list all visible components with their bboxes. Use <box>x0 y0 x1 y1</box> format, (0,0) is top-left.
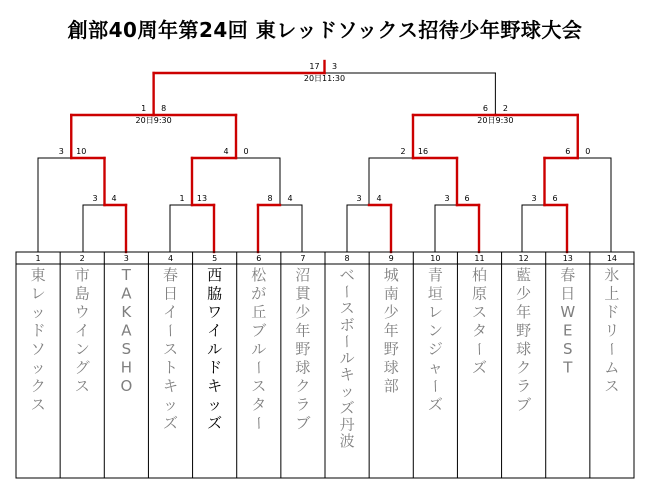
team-name-char: H <box>120 358 132 377</box>
score-labels <box>59 62 591 203</box>
team-number: 6 <box>256 254 262 263</box>
team-name-char: 脇 <box>207 284 223 303</box>
team-name-char: ジ <box>427 340 443 358</box>
team-name-char: ラ <box>295 395 311 414</box>
team-name-char: 氷 <box>604 266 620 284</box>
team-name-char: 少 <box>516 284 532 303</box>
team-number: 9 <box>388 254 394 263</box>
team-name <box>207 266 222 432</box>
team-name-char: 球 <box>295 358 311 377</box>
team-name <box>338 266 356 450</box>
team-name <box>162 266 180 432</box>
score-label: 2 <box>502 104 508 113</box>
score-label: 8 <box>161 104 167 113</box>
team-name-char: T <box>563 358 573 377</box>
team-name-char: ウ <box>74 303 90 321</box>
score-label: 4 <box>376 194 382 203</box>
team-name-char: ッ <box>162 395 179 414</box>
team-name-char: ク <box>516 358 532 377</box>
score-label: 3 <box>356 194 362 203</box>
score-label: 4 <box>223 147 229 156</box>
score-label: 6 <box>565 147 571 156</box>
team-name <box>603 266 621 395</box>
team-number: 2 <box>79 254 85 263</box>
team-name <box>75 266 90 395</box>
team-name <box>31 266 46 414</box>
team-name-char: 丘 <box>251 303 267 321</box>
team-name-char: ド <box>207 358 223 377</box>
team-name-char: ク <box>295 377 311 395</box>
team-name <box>560 266 575 377</box>
score-label: 2 <box>400 147 406 156</box>
team-name-char: ッ <box>30 358 46 377</box>
team-name-char: 上 <box>604 284 620 303</box>
team-number: 10 <box>430 254 441 263</box>
team-name-char: タ <box>251 395 267 414</box>
team-name-char: ド <box>30 321 46 340</box>
team-name-char: キ <box>162 377 179 395</box>
team-name-char: ル <box>207 340 223 358</box>
team-name-char: ル <box>251 340 267 358</box>
score-label: 16 <box>417 147 429 156</box>
team-table <box>16 252 634 478</box>
score-label: 8 <box>267 194 273 203</box>
score-label: 3 <box>331 62 338 71</box>
team-name-char: イ <box>162 303 179 321</box>
team-name-char: タ <box>471 321 488 340</box>
team-name-char: 島 <box>74 284 90 303</box>
team-name-char: ラ <box>516 377 532 395</box>
score-label: 1 <box>179 194 185 203</box>
team-name-char: イ <box>207 321 223 340</box>
team-name-char: 丹 <box>339 415 355 434</box>
team-name-char: ー <box>426 378 445 394</box>
team-name-char: 沼 <box>295 266 311 284</box>
team-number: 14 <box>606 254 618 263</box>
team-name-char: ル <box>339 349 355 367</box>
team-name-char: ス <box>251 377 267 395</box>
team-name-char: ベ <box>339 266 355 284</box>
team-name <box>120 266 132 395</box>
team-name-char: ク <box>30 377 46 395</box>
team-name-char: O <box>120 377 133 395</box>
team-name-char: 年 <box>383 321 399 340</box>
team-name-char: ッ <box>30 303 46 321</box>
team-number: 3 <box>123 254 129 263</box>
team-name-char: 城 <box>383 266 399 284</box>
team-name-char: 東 <box>30 266 46 284</box>
team-name-char: キ <box>207 377 223 395</box>
team-name-char: A <box>121 284 132 303</box>
score-label: 3 <box>92 194 98 203</box>
team-name-char: 野 <box>516 321 532 340</box>
team-name-char: レ <box>427 303 443 321</box>
team-name-char: ブ <box>251 321 267 340</box>
team-name-char: 市 <box>74 266 90 284</box>
team-name-char: ス <box>604 377 620 395</box>
team-name-char: ト <box>162 358 179 377</box>
team-name-char: ー <box>470 341 489 357</box>
team-name-char: W <box>560 303 576 321</box>
team-name-char: レ <box>30 284 46 303</box>
team-name-char: ー <box>338 333 357 349</box>
team-name <box>471 266 489 377</box>
team-name-char: 松 <box>251 266 267 284</box>
team-name-char: ソ <box>30 340 46 358</box>
team-number: 12 <box>518 254 529 263</box>
team-number: 4 <box>167 254 174 263</box>
team-name-char: 柏 <box>471 266 488 284</box>
team-name-char: ン <box>427 321 443 340</box>
team-name-char: 野 <box>295 340 311 358</box>
team-name-char: ズ <box>471 358 488 377</box>
team-name-char: 球 <box>516 340 532 358</box>
team-number: 5 <box>212 254 218 263</box>
team-name <box>426 266 444 414</box>
team-name-char: 野 <box>383 340 399 358</box>
team-name-char: リ <box>604 321 620 340</box>
team-name-char: ス <box>162 340 179 358</box>
team-number: 7 <box>300 254 306 263</box>
team-name-char: ー <box>249 359 268 376</box>
score-label: 17 <box>309 62 320 71</box>
team-name-char: 球 <box>383 358 399 377</box>
score-label: 6 <box>552 194 558 203</box>
team-name-char: ー <box>249 415 268 431</box>
team-name-char: 青 <box>427 266 443 284</box>
team-name-char: ズ <box>207 414 223 432</box>
team-name-char: S <box>121 340 132 358</box>
team-name-char: ス <box>471 303 488 321</box>
team-number: 13 <box>562 254 573 263</box>
team-name-char: T <box>121 266 131 284</box>
team-name-char: ス <box>74 377 90 395</box>
page-title: 創部40周年第24回 東レッドソックス招待少年野球大会 <box>67 18 583 42</box>
team-name-char: ズ <box>427 395 443 414</box>
score-label: 4 <box>111 194 117 203</box>
team-name-char: ボ <box>339 315 355 334</box>
team-name-char: ブ <box>295 414 311 432</box>
team-name-char: 原 <box>471 284 488 303</box>
score-label: 13 <box>196 194 208 203</box>
score-label: 4 <box>287 194 293 203</box>
team-name-char: ン <box>74 340 90 358</box>
team-name-char: ム <box>604 358 620 377</box>
team-name-char: ズ <box>339 398 355 417</box>
team-name-char: 日 <box>560 284 576 303</box>
score-label: 0 <box>243 147 249 156</box>
team-name-char: 垣 <box>427 284 443 303</box>
team-name-char: E <box>563 321 573 340</box>
team-number: 8 <box>344 254 350 263</box>
team-number: 1 <box>35 254 41 263</box>
score-label: 1 <box>141 104 147 113</box>
team-name-char: ー <box>602 341 621 357</box>
team-name-char: が <box>251 284 267 303</box>
team-name-char: ワ <box>207 303 223 321</box>
team-name-char: 年 <box>516 303 532 321</box>
team-name-char: キ <box>339 365 355 384</box>
team-name <box>295 266 311 432</box>
team-name-char: 波 <box>339 432 355 450</box>
team-name-char: 藍 <box>516 266 532 284</box>
team-name-char: S <box>563 340 573 358</box>
team-name-char: 年 <box>295 321 311 340</box>
score-label: 0 <box>585 147 591 156</box>
team-name-char: グ <box>74 358 90 377</box>
team-name-char: 少 <box>383 303 399 321</box>
team-name-char: ッ <box>207 395 223 414</box>
team-name <box>384 266 399 395</box>
winner-lines <box>71 61 578 252</box>
team-name-char: ャ <box>427 358 443 377</box>
score-label: 10 <box>76 147 87 156</box>
team-name-char: 西 <box>207 266 223 284</box>
team-name-char: ズ <box>162 414 179 432</box>
team-name-char: 日 <box>162 284 179 303</box>
score-label: 3 <box>531 194 537 203</box>
score-label: 6 <box>464 194 470 203</box>
team-number: 11 <box>474 254 485 263</box>
team-name-char: ー <box>338 284 357 300</box>
team-name-char: 貫 <box>295 284 311 303</box>
score-label: 3 <box>58 147 64 156</box>
team-name-char: ス <box>30 395 46 414</box>
team-name-char: ス <box>339 299 355 318</box>
team-name-char: 春 <box>560 266 576 284</box>
team-name-char: イ <box>74 321 90 340</box>
team-name-char: ブ <box>516 395 532 414</box>
team-name-char: 部 <box>383 377 399 395</box>
match-time: 20日9:30 <box>135 116 172 125</box>
match-time: 20日11:30 <box>303 74 346 83</box>
team-name-char: ッ <box>339 382 355 401</box>
team-name-char: ー <box>161 322 180 339</box>
match-time: 20日9:30 <box>477 116 514 125</box>
team-name-char: A <box>121 321 132 340</box>
team-name <box>516 266 531 414</box>
team-name-char: 南 <box>383 284 399 303</box>
score-label: 3 <box>444 194 450 203</box>
score-label: 6 <box>482 104 488 113</box>
team-name-char: ド <box>604 303 620 321</box>
team-name-char: 春 <box>162 266 179 284</box>
team-name <box>250 266 268 431</box>
team-name-char: 少 <box>295 303 311 321</box>
bracket-lines <box>38 73 611 252</box>
team-name-char: K <box>121 303 132 321</box>
